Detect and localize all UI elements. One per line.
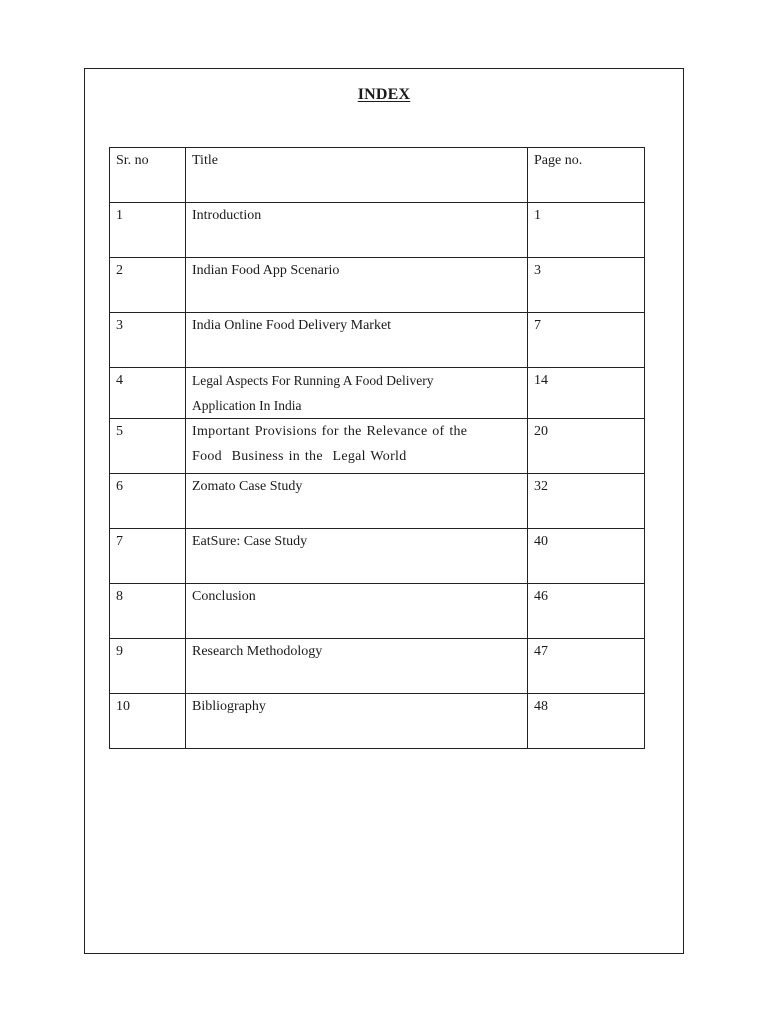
row-sr-no: 2 bbox=[110, 258, 186, 313]
row-page-no: 48 bbox=[528, 694, 645, 749]
row-page-no: 20 bbox=[528, 419, 645, 474]
header-page-no: Page no. bbox=[528, 148, 645, 203]
table-row bbox=[110, 419, 645, 474]
row-page-no: 3 bbox=[528, 258, 645, 313]
table-row bbox=[110, 474, 645, 529]
row-title: EatSure: Case Study bbox=[186, 529, 528, 584]
row-title: India Online Food Delivery Market bbox=[186, 313, 528, 368]
header-title: Title bbox=[186, 148, 528, 203]
row-title: Indian Food App Scenario bbox=[186, 258, 528, 313]
page-title: INDEX bbox=[357, 86, 411, 103]
table-row bbox=[110, 529, 645, 584]
table-row bbox=[110, 694, 645, 749]
row-page-no: 32 bbox=[528, 474, 645, 529]
table-row bbox=[110, 313, 645, 368]
row-title-line-2: Food Business in the Legal World bbox=[192, 449, 407, 464]
row-title: Research Methodology bbox=[186, 639, 528, 694]
row-sr-no: 5 bbox=[110, 419, 186, 474]
row-title bbox=[186, 368, 528, 419]
table-row bbox=[110, 203, 645, 258]
row-title-line-2: Application In India bbox=[192, 398, 302, 413]
row-title bbox=[186, 419, 528, 474]
row-page-no: 7 bbox=[528, 313, 645, 368]
row-title: Conclusion bbox=[186, 584, 528, 639]
row-page-no: 47 bbox=[528, 639, 645, 694]
row-sr-no: 3 bbox=[110, 313, 186, 368]
row-sr-no: 7 bbox=[110, 529, 186, 584]
row-sr-no: 10 bbox=[110, 694, 186, 749]
row-sr-no: 8 bbox=[110, 584, 186, 639]
row-sr-no: 4 bbox=[110, 368, 186, 419]
row-page-no: 40 bbox=[528, 529, 645, 584]
header-sr-no: Sr. no bbox=[110, 148, 186, 203]
row-page-no: 14 bbox=[528, 368, 645, 419]
row-sr-no: 1 bbox=[110, 203, 186, 258]
row-title: Bibliography bbox=[186, 694, 528, 749]
row-page-no: 46 bbox=[528, 584, 645, 639]
table-header-row bbox=[110, 148, 645, 203]
table-row bbox=[110, 584, 645, 639]
table-row bbox=[110, 639, 645, 694]
row-sr-no: 6 bbox=[110, 474, 186, 529]
row-title-line-1: Important Provisions for the Relevance of the bbox=[192, 424, 468, 439]
row-title: Introduction bbox=[186, 203, 528, 258]
table-row bbox=[110, 368, 645, 419]
table-row bbox=[110, 258, 645, 313]
row-title-line-1: Legal Aspects For Running A Food Delivery bbox=[192, 373, 434, 388]
row-sr-no: 9 bbox=[110, 639, 186, 694]
index-table bbox=[109, 147, 645, 749]
row-title: Zomato Case Study bbox=[186, 474, 528, 529]
row-page-no: 1 bbox=[528, 203, 645, 258]
